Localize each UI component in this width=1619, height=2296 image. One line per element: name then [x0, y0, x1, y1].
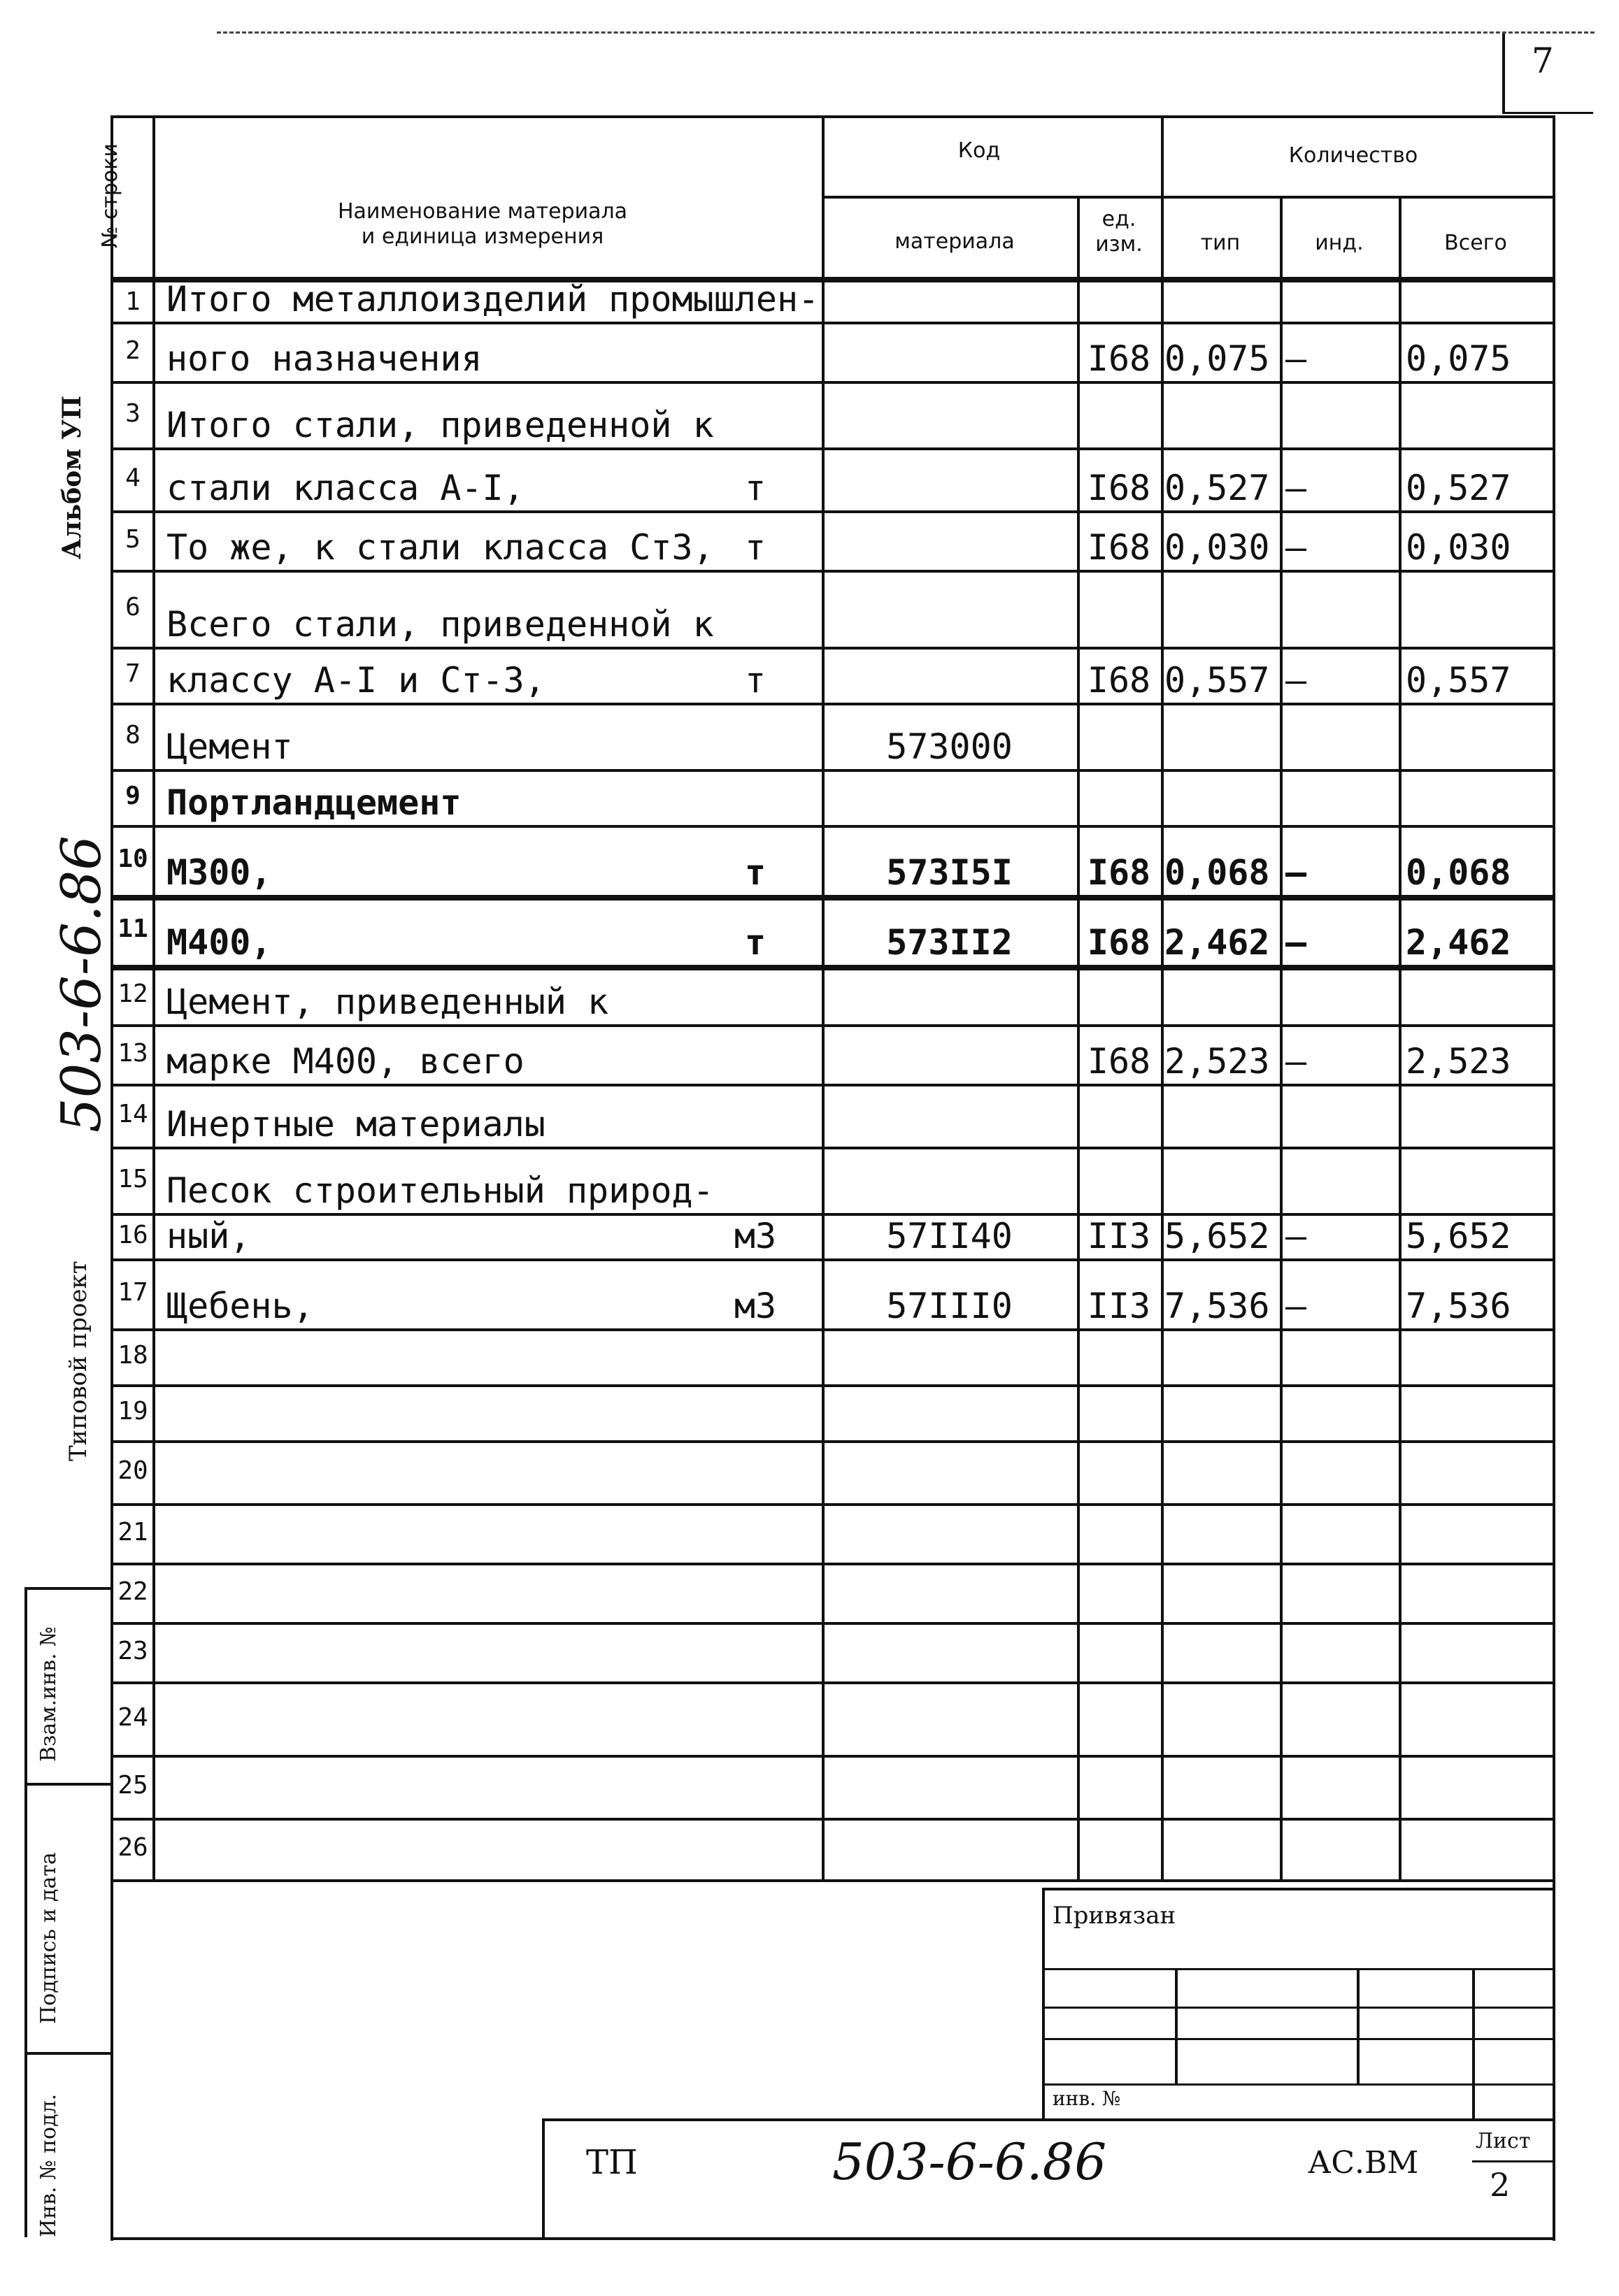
cell-ind: –	[1285, 922, 1307, 963]
cell-name: Цемент, приведенный к	[166, 982, 609, 1022]
row-number: 7	[125, 659, 141, 688]
cell-unit: I68	[1087, 852, 1151, 893]
cell-total: 0,075	[1406, 338, 1511, 379]
cell-tip: 0,075	[1164, 338, 1270, 379]
row-number: 21	[117, 1517, 148, 1547]
cell-unit-label: м3	[734, 1216, 777, 1256]
row-number: 10	[117, 845, 148, 873]
cell-name: Всего стали, приведенной к	[166, 604, 714, 645]
cell-ind: –	[1285, 338, 1307, 379]
cell-name: Песок строительный природ-	[166, 1170, 714, 1211]
row-number: 25	[117, 1771, 148, 1800]
cell-unit: I68	[1087, 1041, 1151, 1082]
project-label: Типовой проект	[64, 1261, 92, 1461]
cell-unit-label: т	[744, 527, 766, 568]
stamp-tp: ТП	[586, 2143, 638, 2182]
cell-name: Итого металлоизделий промышлен-	[166, 279, 820, 320]
cell-name: Портландцемент	[166, 782, 462, 823]
privyazan-label: Привязан	[1053, 1902, 1176, 1930]
cell-tip: 0,557	[1164, 660, 1270, 701]
cell-unit: I68	[1087, 922, 1151, 963]
cell-name: ного назначения	[166, 338, 483, 379]
page-number: 7	[1532, 41, 1554, 81]
row-number: 5	[125, 524, 141, 554]
cell-ind: –	[1285, 1286, 1307, 1326]
row-number: 22	[117, 1577, 148, 1606]
cell-name: стали класса А-I,	[166, 468, 525, 508]
cell-total: 7,536	[1406, 1286, 1511, 1326]
cell-ind: –	[1285, 1041, 1307, 1082]
cell-unit-label: т	[744, 922, 766, 963]
row-number: 3	[125, 399, 141, 428]
cell-name: М300,	[166, 852, 272, 893]
cell-ind: –	[1285, 527, 1307, 568]
header-material: материала	[894, 229, 1015, 254]
cell-unit: I68	[1087, 527, 1151, 568]
row-number: 24	[117, 1702, 148, 1732]
row-number: 2	[125, 336, 141, 365]
cell-unit: I68	[1087, 338, 1151, 379]
header-tip: тип	[1200, 231, 1241, 255]
cell-tip: 5,652	[1164, 1216, 1270, 1256]
cell-unit-label: т	[744, 468, 766, 508]
stamp-section: АС.ВМ	[1308, 2145, 1419, 2181]
cell-code: 57II40	[886, 1216, 1013, 1256]
row-number: 18	[117, 1341, 148, 1370]
vzam-inv-label: Взам.инв. №	[36, 1626, 61, 1762]
cell-unit-label: м3	[734, 1286, 777, 1326]
cell-name: Щебень,	[166, 1286, 314, 1326]
signature-date-label: Подпись и дата	[36, 1852, 61, 2024]
cell-unit-label: т	[744, 660, 766, 701]
cell-total: 2,462	[1406, 922, 1511, 963]
cell-total: 0,527	[1406, 468, 1511, 508]
header-unit: ед. изм.	[1095, 207, 1143, 257]
cell-code: 57III0	[886, 1286, 1013, 1326]
cell-unit: I68	[1087, 468, 1151, 508]
cell-total: 5,652	[1406, 1216, 1511, 1256]
row-number: 17	[117, 1278, 148, 1307]
cell-ind: –	[1285, 468, 1307, 508]
row-number: 1	[125, 287, 141, 316]
header-total: Всего	[1444, 231, 1507, 255]
cell-code: 573II2	[886, 922, 1013, 963]
cell-unit: II3	[1087, 1286, 1151, 1326]
cell-code: 573000	[886, 726, 1013, 767]
cell-name: Инертные материалы	[166, 1104, 545, 1145]
row-number: 6	[125, 593, 141, 622]
row-number: 11	[117, 914, 148, 943]
cell-tip: 2,462	[1164, 922, 1270, 963]
cell-total: 0,030	[1406, 527, 1511, 568]
sheet-number: 2	[1490, 2166, 1511, 2204]
cell-total: 0,068	[1406, 852, 1511, 893]
row-number: 23	[117, 1636, 148, 1665]
cell-ind: –	[1285, 1216, 1307, 1256]
header-quantity: Количество	[1288, 143, 1418, 168]
cell-unit: II3	[1087, 1216, 1151, 1256]
row-number: 14	[117, 1100, 148, 1128]
cell-total: 0,557	[1406, 660, 1511, 701]
album-label: Альбом УП	[57, 395, 87, 559]
row-number: 20	[117, 1456, 148, 1485]
cell-name: Цемент	[166, 726, 293, 767]
cell-tip: 2,523	[1164, 1041, 1270, 1082]
row-number: 16	[117, 1220, 148, 1249]
row-number: 15	[117, 1164, 148, 1193]
row-number: 4	[125, 464, 141, 492]
header-name: Наименование материала и единица измерения	[337, 199, 628, 249]
cell-name: классу А-I и Ст-3,	[166, 660, 545, 701]
row-number: 13	[117, 1038, 148, 1068]
cell-name: То же, к стали класса Ст3,	[166, 527, 714, 568]
cell-tip: 0,030	[1164, 527, 1270, 568]
cell-tip: 7,536	[1164, 1286, 1270, 1326]
header-row-no: № строки	[98, 143, 122, 248]
header-ind: инд.	[1315, 231, 1364, 255]
cell-tip: 0,068	[1164, 852, 1270, 893]
cell-name: М400,	[166, 922, 272, 963]
cell-tip: 0,527	[1164, 468, 1270, 508]
cell-total: 2,523	[1406, 1041, 1511, 1082]
cell-name: марке М400, всего	[166, 1041, 525, 1082]
row-number: 12	[117, 979, 148, 1008]
cell-unit: I68	[1087, 660, 1151, 701]
inv-podl-label: Инв. № подл.	[36, 2093, 61, 2237]
cell-name: ный,	[166, 1216, 251, 1256]
side-handwritten-code: 503-6-6.86	[50, 835, 113, 1133]
row-number: 19	[117, 1397, 148, 1426]
cell-ind: –	[1285, 660, 1307, 701]
row-number: 9	[125, 782, 141, 810]
row-number: 26	[117, 1833, 148, 1862]
cell-unit-label: т	[744, 852, 766, 893]
cell-ind: –	[1285, 852, 1307, 893]
inv-no-label: инв. №	[1053, 2087, 1121, 2110]
header-code: Код	[957, 138, 1001, 163]
stamp-code: 503-6-6.86	[832, 2132, 1107, 2191]
row-number: 8	[125, 720, 141, 749]
sheet-label: Лист	[1476, 2129, 1531, 2153]
cell-name: Итого стали, приведенной к	[166, 405, 714, 445]
cell-code: 573I5I	[886, 852, 1013, 893]
